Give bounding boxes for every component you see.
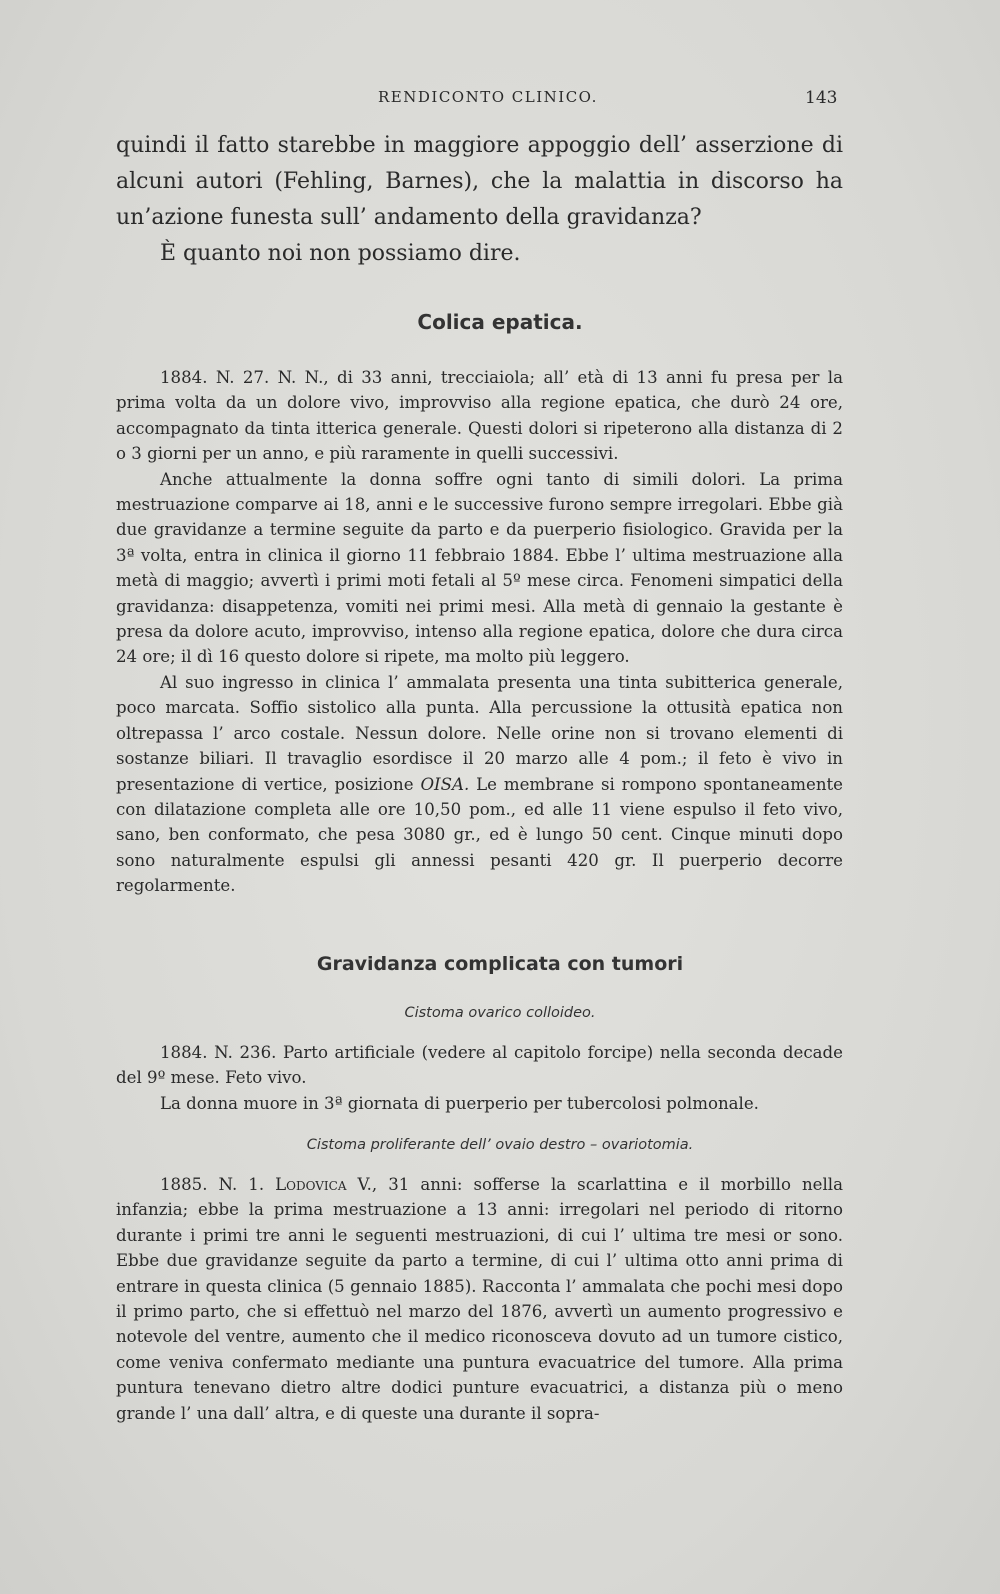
case-paragraph: 1884. N. 27. N. N., di 33 anni, trecciaiola; all’ età di 13 anni fu presa per la prima volta da un dolore vivo, improvviso alla regione epatica, che durò 24 ore, accompagnato da tinta itterica generale. Questi dolori si ripeterono alla distanza di 2 o 3 giorni per un anno, e più raramente in quelli successivi. xyxy=(116,368,843,464)
section-heading-gravidanza: Gravidanza complicata con tumori xyxy=(316,953,684,975)
intro-paragraph: È quanto noi non possiamo dire. xyxy=(160,241,521,266)
position-abbrev: OISA. xyxy=(420,774,470,794)
case-paragraph: 1884. N. 236. Parto artificiale (vedere al capitolo forcipe) nella seconda decade del 9º mese. Feto vivo. xyxy=(116,1043,843,1088)
patient-name: Lodovica xyxy=(275,1175,347,1194)
case-paragraph xyxy=(116,1172,843,1426)
intro-paragraph: quindi il fatto starebbe in maggiore appoggio dell’ asserzione di alcuni autori (Fehling, Barnes), che la malattia in discorso ha un’azione funesta sull’ andamento della gravidanza? xyxy=(116,133,843,230)
page-number: 143 xyxy=(805,88,838,108)
case-text: V., 31 anni: sofferse la scarlattina e il morbillo nella infanzia; ebbe la prima mestruazione a 13 anni: irregolari nel periodo di ritorno durante i primi tre anni le seguenti mestruazioni, di cui l’ ultima tre mesi or sono. Ebbe due gravidanze seguite da parto a termine, di cui l’ ultima otto anni prima di entrare in questa clinica (5 gennaio 1885). Racconta l’ ammalata che pochi mesi dopo il primo parto, che si effettuò nel marzo del 1876, avvertì un aumento progressivo e notevole del ventre, aumento che il medico riconosceva dovuto ad un tumore cistico, come veniva confermato mediante una puntura evacuatrice del tumore. Alla prima puntura tenevano dietro altre dodici punture evacuatrici, a distanza più o meno grande l’ una dall’ altra, e di queste una durante il sopra- xyxy=(116,1175,843,1423)
subheading-cistoma-colloideo: Cistoma ovarico colloideo. xyxy=(404,1005,596,1021)
case-paragraph xyxy=(116,670,843,899)
case-cistoma-proliferante xyxy=(116,1172,843,1426)
case-paragraph: Anche attualmente la donna soffre ogni tanto di simili dolori. La prima mestruazione comparve ai 18, anni e le successive furono sempre irregolari. Ebbe già due gravidanze a termine seguite da parto e da puerperio fisiologico. Gravida per la 3ª volta, entra in clinica il giorno 11 febbraio 1884. Ebbe l’ ultima mestruazione alla metà di maggio; avvertì i primi moti fetali al 5º mese circa. Fenomeni simpatici della gravidanza: disappetenza, vomiti nei primi mesi. Alla metà di gennaio la gestante è presa da dolore acuto, improvviso, intenso alla regione epatica, dolore che dura circa 24 ore; il dì 16 questo dolore si ripete, ma molto più leggero. xyxy=(116,469,843,667)
case-text: Le membrane si rompono spontaneamente con dilatazione completa alle ore 10,50 pom., ed alle 11 viene espulso il feto vivo, sano, ben conformato, che pesa 3080 gr., ed è lungo 50 cent. Cinque minuti dopo sono naturalmente espulsi gli annessi pesanti 420 gr. Il puerperio decorre regolarmente. xyxy=(116,774,843,896)
section-heading-colica: Colica epatica. xyxy=(417,310,583,334)
case-paragraph: La donna muore in 3ª giornata di puerperio per tubercolosi polmonale. xyxy=(160,1093,759,1113)
running-title: RENDICONTO CLINICO. xyxy=(378,88,598,106)
case-colica xyxy=(116,365,843,899)
page-header xyxy=(0,88,1000,114)
case-text: 1885. N. 1. xyxy=(160,1175,276,1194)
case-cistoma-colloideo xyxy=(116,1040,843,1116)
subheading-cistoma-proliferante: Cistoma proliferante dell’ ovaio destro – ovariotomia. xyxy=(306,1137,694,1153)
case-text: Al suo ingresso in clinica l’ ammalata presenta una tinta subitterica generale, poco marcata. Soffio sistolico alla punta. Alla percussione la ottusità epatica non oltrepassa l’ arco costale. Nessun dolore. Nelle orine non si trovano elementi di sostanze biliari. Il travaglio esordisce il 20 marzo alle 4 pom.; il feto è vivo in presentazione di vertice, posizione xyxy=(116,672,843,794)
intro-text xyxy=(116,128,843,272)
